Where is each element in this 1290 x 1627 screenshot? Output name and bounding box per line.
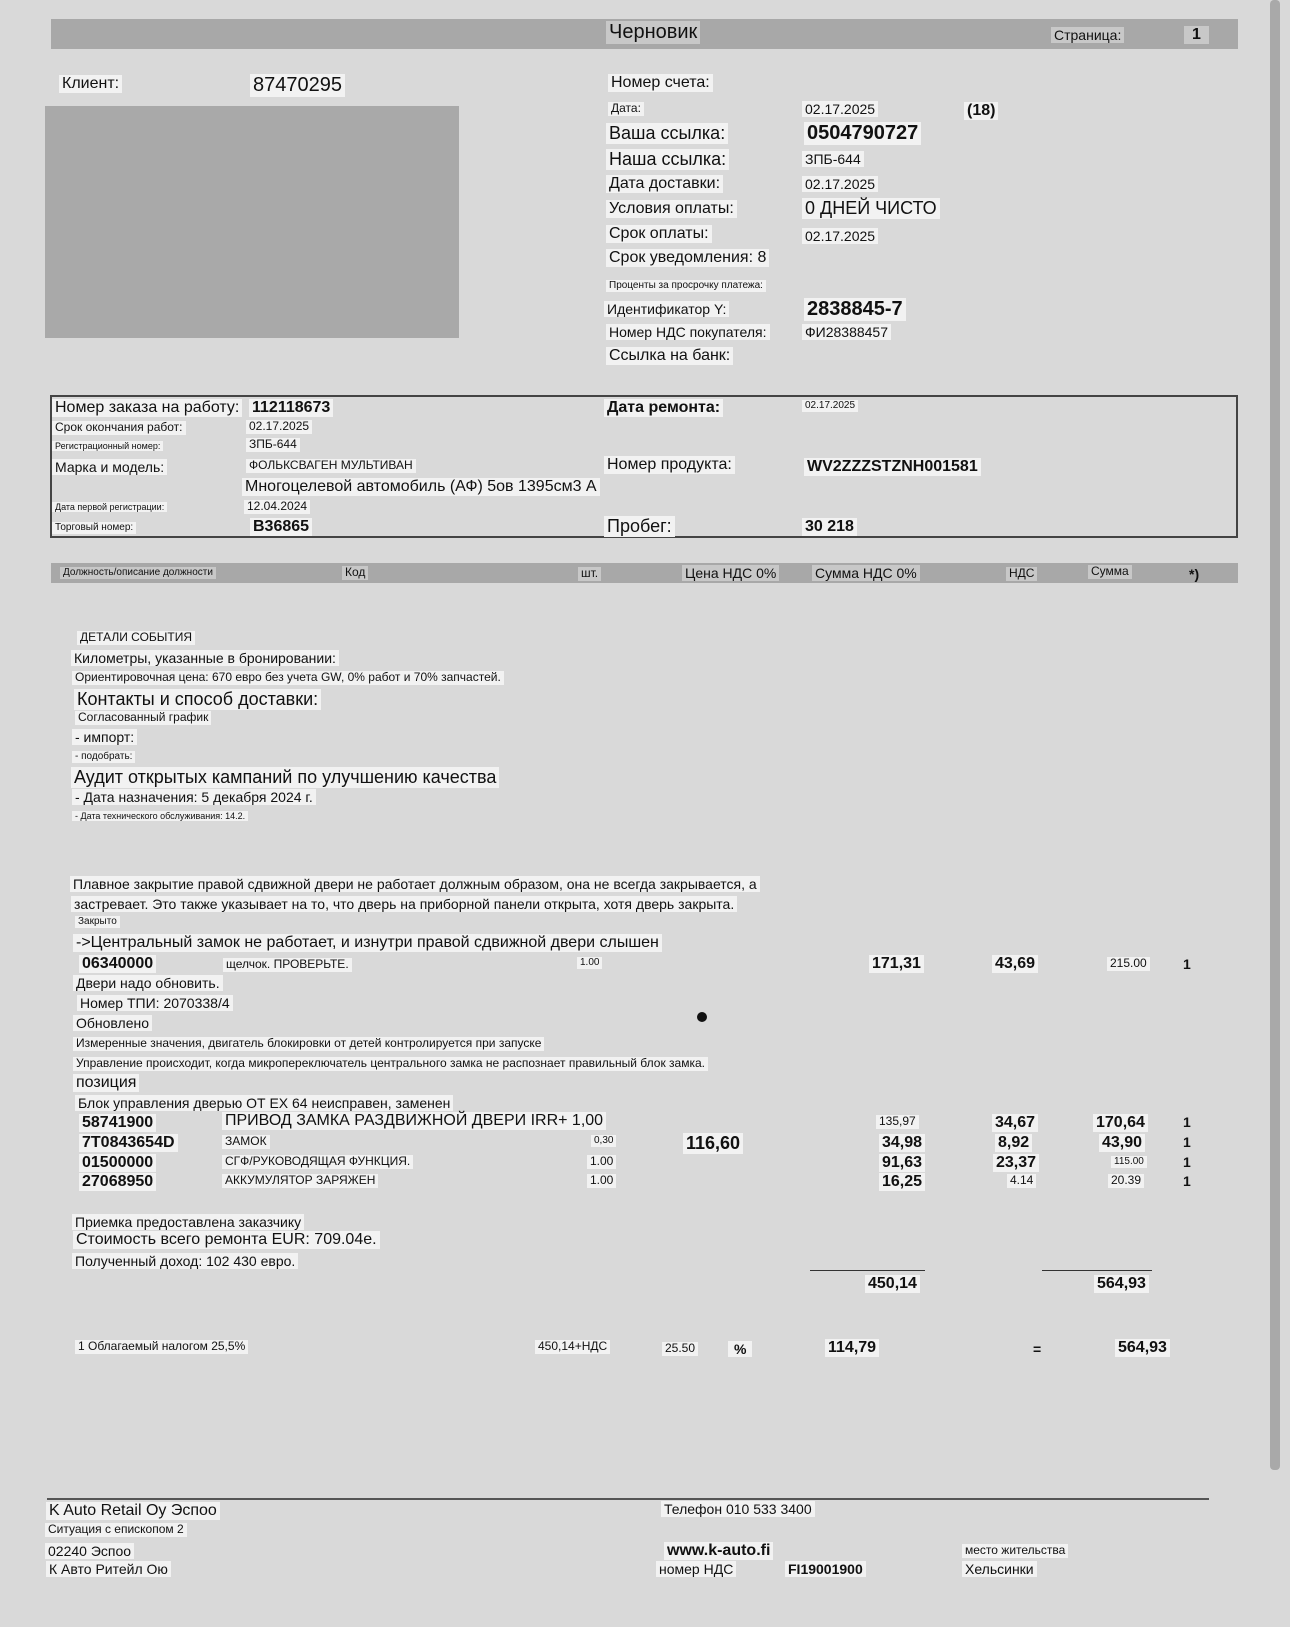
col-price: Цена НДС 0% — [682, 565, 779, 581]
labor-sum: 171,31 — [869, 955, 924, 973]
col-total: Сумма — [1088, 565, 1132, 579]
labor-total: 215.00 — [1107, 957, 1150, 971]
labor-vat: 43,69 — [992, 955, 1038, 973]
part-vat: 34,67 — [992, 1114, 1038, 1132]
part-vat: 23,37 — [993, 1154, 1039, 1172]
part-mark: 1 — [1183, 1114, 1191, 1130]
y-id: 2838845-7 — [804, 298, 906, 321]
event-audit: Аудит открытых кампаний по улучшению качества — [71, 767, 499, 788]
tax-equals: = — [1033, 1341, 1042, 1357]
first-reg-label: Дата первой регистрации: — [52, 502, 167, 512]
event-title: ДЕТАЛИ СОБЫТИЯ — [77, 631, 195, 645]
part-price: 116,60 — [683, 1133, 743, 1154]
column-header-bar — [51, 563, 1238, 583]
footer-company: K Auto Retail Оу Эспоо — [46, 1502, 220, 1520]
buyer-vat-label: Номер НДС покупателя: — [606, 324, 770, 340]
complaint-closed: Закрыто — [75, 916, 120, 928]
labor-desc: щелчок. ПРОВЕРЬТЕ. — [223, 958, 352, 972]
col-mark: *) — [1189, 566, 1200, 582]
part-mark: 1 — [1183, 1154, 1191, 1170]
repair-date: 02.17.2025 — [802, 400, 858, 412]
footer-vat-label: номер НДС — [656, 1561, 736, 1577]
col-sum: Сумма НДС 0% — [812, 565, 920, 581]
part-code: 27068950 — [79, 1173, 156, 1191]
product-number-label: Номер продукта: — [604, 456, 735, 474]
subtotal-total: 564,93 — [1094, 1275, 1149, 1293]
part-code: 58741900 — [79, 1114, 156, 1132]
due-date: 02.17.2025 — [802, 228, 878, 244]
col-vat: НДС — [1006, 567, 1037, 581]
labor-mark: 1 — [1183, 956, 1191, 972]
delivery-date: 02.17.2025 — [802, 176, 878, 192]
subtotal-line-total — [1042, 1270, 1152, 1271]
page-number: 1 — [1184, 26, 1209, 44]
part-vat: 8,92 — [995, 1134, 1032, 1152]
footer-vat-number: FI19001900 — [785, 1561, 866, 1577]
our-ref-label: Наша ссылка: — [606, 149, 729, 170]
mileage-label: Пробег: — [604, 516, 675, 537]
part-mark: 1 — [1183, 1134, 1191, 1150]
mileage: 30 218 — [802, 518, 857, 536]
redacted-address-block — [45, 106, 459, 338]
work-order-label: Номер заказа на работу: — [52, 399, 242, 417]
repair-date-label: Дата ремонта: — [604, 399, 723, 417]
tax-base: 450,14+НДС — [535, 1340, 610, 1354]
note-position: позиция — [73, 1074, 139, 1092]
complaint-cause: ->Центральный замок не работает, и изнутри правой сдвижной двери слышен — [73, 934, 662, 952]
part-qty: 0,30 — [591, 1135, 616, 1147]
labor-code: 06340000 — [79, 955, 156, 973]
footer-divider — [47, 1498, 1209, 1500]
complaint-line-2: застревает. Это также указывает на то, что дверь на приборной панели открыта, хотя дверь закрыта. — [71, 896, 737, 912]
vertical-scrollbar[interactable] — [1270, 0, 1280, 1470]
work-end-label: Срок окончания работ: — [52, 421, 186, 435]
part-qty: 1.00 — [587, 1174, 616, 1188]
event-schedule: Согласованный график — [75, 711, 211, 725]
summary-income: Полученный доход: 102 430 евро. — [72, 1253, 298, 1269]
work-order: 112118673 — [249, 399, 333, 417]
col-code: Код — [342, 566, 368, 580]
tax-rate: 25.50 — [662, 1342, 698, 1356]
part-total: 115.00 — [1111, 1156, 1147, 1168]
footer-company-ru: К Авто Ритейл Ою — [46, 1561, 171, 1577]
make-model-label: Марка и модель: — [52, 459, 167, 475]
summary-accepted: Приемка предоставлена заказчику — [72, 1214, 304, 1230]
part-qty: 1.00 — [587, 1155, 616, 1169]
footer-residence: Хельсинки — [962, 1561, 1037, 1577]
event-estimate: Ориентировочная цена: 670 евро без учета GW, 0% работ и 70% запчастей. — [72, 671, 504, 685]
client-number: 87470295 — [250, 74, 345, 97]
reg-number-label: Регистрационный номер: — [52, 441, 163, 451]
reg-number: ЗПБ-644 — [246, 438, 300, 452]
note-replaced: Блок управления дверью ОТ ЕХ 64 неисправен, заменен — [75, 1095, 453, 1111]
complaint-line-1: Плавное закрытие правой сдвижной двери не работает должным образом, она не всегда закрывается, а — [70, 876, 760, 892]
note-control: Управление происходит, когда микропереключатель центрального замка не распознает правильный блок замка. — [73, 1057, 708, 1071]
our-ref: ЗПБ-644 — [802, 151, 864, 167]
part-sum: 91,63 — [879, 1154, 925, 1172]
event-appointment: - Дата назначения: 5 декабря 2024 г. — [72, 789, 316, 805]
part-vat: 4.14 — [1007, 1174, 1036, 1188]
part-total: 170,64 — [1093, 1114, 1148, 1132]
page-label: Страница: — [1051, 27, 1124, 43]
col-qty: шт. — [578, 567, 601, 581]
make-model: ФОЛЬКСВАГЕН МУЛЬТИВАН — [246, 459, 416, 473]
footer-situation: Ситуация с епископом 2 — [45, 1523, 187, 1537]
model-description: Многоцелевой автомобиль (АФ) 5ов 1395см3 А — [242, 478, 600, 496]
event-maintenance: - Дата технического обслуживания: 14.2. — [72, 811, 248, 821]
note-measured: Измеренные значения, двигатель блокировки от детей контролируется при запуске — [73, 1037, 544, 1051]
part-sum: 16,25 — [879, 1173, 925, 1191]
note-update-doors: Двери надо обновить. — [73, 975, 223, 991]
part-mark: 1 — [1183, 1173, 1191, 1189]
trade-number-label: Торговый номер: — [52, 522, 136, 534]
event-contacts: Контакты и способ доставки: — [74, 689, 321, 710]
bank-ref-label: Ссылка на банк: — [606, 347, 733, 365]
interest-label: Проценты за просрочку платежа: — [606, 280, 766, 292]
client-label: Клиент: — [59, 75, 122, 93]
part-desc: СГФ/РУКОВОДЯЩАЯ ФУНКЦИЯ. — [222, 1155, 413, 1169]
labor-qty: 1.00 — [577, 957, 602, 969]
event-import: - импорт: — [72, 729, 137, 745]
payment-terms: 0 ДНЕЙ ЧИСТО — [802, 198, 940, 219]
invoice-date: 02.17.2025 — [802, 101, 878, 117]
invoice-date-label: Дата: — [608, 102, 644, 116]
buyer-vat: ФИ28388457 — [802, 324, 891, 340]
your-ref-label: Ваша ссылка: — [606, 123, 728, 144]
tax-amount: 114,79 — [825, 1339, 879, 1357]
part-code: 7T0843654D — [79, 1134, 178, 1152]
part-sum: 34,98 — [879, 1134, 925, 1152]
first-reg: 12.04.2024 — [244, 500, 310, 514]
note-updated: Обновлено — [73, 1015, 152, 1031]
subtotal-line-sum — [810, 1270, 925, 1271]
col-job: Должность/описание должности — [60, 567, 216, 579]
event-km: Километры, указанные в бронировании: — [71, 650, 339, 666]
notice-label: Срок уведомления: 8 — [606, 249, 769, 267]
tax-percent-sign: % — [728, 1341, 752, 1357]
footer-postal: 02240 Эспоо — [45, 1543, 134, 1559]
y-id-label: Идентификатор Y: — [604, 301, 729, 317]
delivery-date-label: Дата доставки: — [606, 175, 723, 193]
document-title: Черновик — [606, 21, 700, 44]
part-total: 20.39 — [1108, 1174, 1144, 1188]
tax-label: 1 Облагаемый налогом 25,5% — [75, 1340, 248, 1354]
part-sum: 135,97 — [876, 1115, 919, 1129]
event-pickup: - подобрать: — [72, 751, 135, 763]
part-total: 43,90 — [1099, 1134, 1145, 1152]
trade-number: B36865 — [250, 518, 312, 536]
summary-repair-cost: Стоимость всего ремонта EUR: 709.04e. — [73, 1231, 380, 1249]
subtotal-sum: 450,14 — [865, 1275, 920, 1293]
note-tpi: Номер ТПИ: 2070338/4 — [77, 995, 233, 1011]
work-end: 02.17.2025 — [246, 420, 312, 434]
your-ref: 0504790727 — [804, 122, 921, 145]
invoice-date-extra: (18) — [964, 102, 998, 120]
footer-phone: Телефон 010 533 3400 — [661, 1501, 815, 1517]
part-desc: ПРИВОД ЗАМКА РАЗДВИЖНОЙ ДВЕРИ IRR+ 1,00 — [222, 1112, 606, 1130]
tax-total: 564,93 — [1115, 1339, 1170, 1357]
invoice-number-label: Номер счета: — [608, 74, 713, 92]
footer-website[interactable]: www.k-auto.fi — [664, 1542, 773, 1560]
part-desc: АККУМУЛЯТОР ЗАРЯЖЕН — [222, 1174, 378, 1188]
bullet-dot — [697, 1012, 707, 1022]
footer-residence-label: место жительства — [962, 1544, 1068, 1558]
due-date-label: Срок оплаты: — [606, 225, 712, 243]
part-desc: ЗАМОК — [222, 1135, 270, 1149]
part-code: 01500000 — [79, 1154, 156, 1172]
payment-terms-label: Условия оплаты: — [606, 200, 737, 218]
product-number: WV2ZZZSTZNH001581 — [804, 458, 981, 476]
